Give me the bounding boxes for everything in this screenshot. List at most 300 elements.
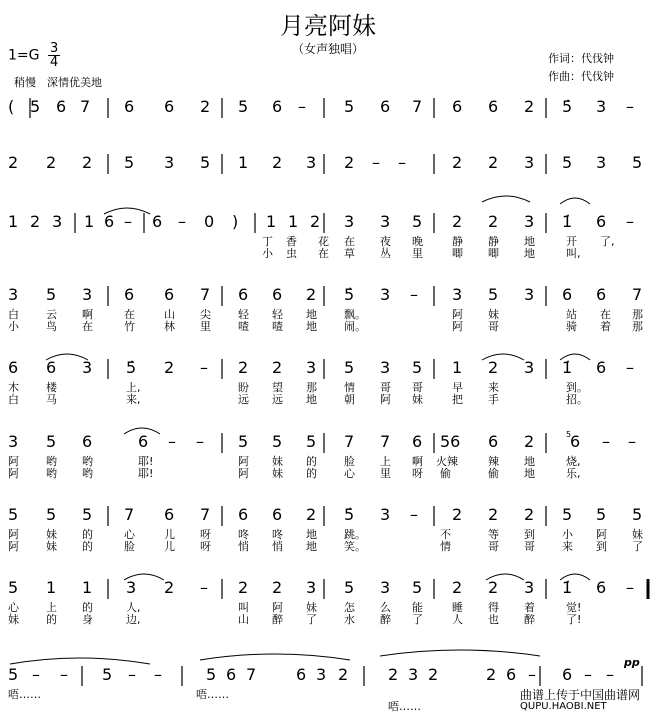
note: 3 (452, 285, 463, 304)
lyric-syllable: 静 (452, 235, 463, 248)
note: – (178, 212, 186, 231)
lyric-syllable: 烧, (566, 455, 581, 468)
lyric-syllable: 情 (440, 540, 451, 553)
lyric-syllable: 啊 (82, 308, 93, 321)
lyric-syllable: 着 (524, 601, 535, 614)
lyric-syllable: 睡 (452, 601, 463, 614)
lyric-syllable: 水 (344, 613, 355, 626)
note: – (196, 432, 204, 451)
note: – (154, 665, 162, 684)
lyric-syllable: 呀 (200, 528, 211, 541)
slur-arc (200, 654, 350, 660)
note: 5 (82, 505, 93, 524)
note: 5̇ (344, 505, 355, 524)
note: 2 (338, 665, 349, 684)
note: – (584, 665, 592, 684)
lyric-syllable: 哥 (488, 540, 499, 553)
lyric-syllable: 地 (524, 455, 535, 468)
note: 6 (272, 285, 283, 304)
time-bottom: 4 (49, 55, 59, 70)
song-subtitle: （女声独唱） (291, 42, 364, 56)
note: – (128, 665, 136, 684)
note: 1 (452, 358, 463, 377)
lyric-syllable: 夜 (380, 235, 391, 248)
lyric-syllable: 来 (562, 540, 573, 553)
lyric-syllable: 的 (306, 455, 317, 468)
slur-arc (380, 650, 540, 656)
note: 1̇ (562, 212, 573, 231)
watermark (520, 690, 640, 712)
note: 6 (412, 432, 423, 451)
note: – (626, 578, 634, 597)
lyric-syllable: 跳。 (344, 528, 366, 541)
dynamic-marking: pp (624, 656, 640, 669)
lyric-syllable: 了 (412, 613, 423, 626)
note: 5 (344, 97, 355, 116)
note: 2 (488, 153, 499, 172)
lyric-syllable: 叫, (566, 247, 581, 260)
note: 6 (570, 432, 581, 451)
lyric-syllable: 唧 (488, 247, 499, 260)
note: 6 (164, 285, 175, 304)
note: 5 (200, 153, 211, 172)
lyric-syllable: 远 (238, 393, 249, 406)
note: 2 (428, 665, 439, 684)
note: 6 (596, 212, 607, 231)
note: 5̇ (562, 97, 573, 116)
note: 6 (562, 285, 573, 304)
lyric-syllable: 手 (488, 393, 499, 406)
note: 5 (306, 432, 317, 451)
lyric-syllable: 叫 (238, 601, 249, 614)
lyric-syllable: 的 (46, 613, 57, 626)
watermark-line1: 曲谱上传于中国曲谱网 (520, 688, 641, 702)
note: 7 (80, 97, 91, 116)
note: 3 (316, 665, 327, 684)
lyric-syllable: 盼 (238, 381, 249, 394)
note: 3 (524, 358, 535, 377)
note: – (372, 153, 380, 172)
lyric-syllable: 那 (306, 381, 317, 394)
note: 2 (82, 153, 93, 172)
lyric-syllable: 小 (562, 528, 573, 541)
tempo-marking: 稍慢 深情优美地 (14, 76, 102, 89)
lyric-syllable: 阿 (452, 308, 463, 321)
lyric-syllable: 唔…… (388, 700, 421, 712)
note: 5 (46, 505, 57, 524)
lyric-syllable: 着 (600, 320, 611, 333)
note: 2 (486, 665, 497, 684)
note: 1 (46, 578, 57, 597)
note: 3 (524, 578, 535, 597)
note: 5 (344, 578, 355, 597)
lyric-syllable: 花 (318, 235, 329, 248)
lyric-syllable: 里 (200, 320, 211, 333)
note: – (168, 432, 176, 451)
note: 7 (200, 285, 211, 304)
note: 6 (164, 97, 175, 116)
note: 6 (488, 97, 499, 116)
note: 5 (8, 665, 19, 684)
note: 6 (124, 285, 135, 304)
lyric-syllable: 地 (524, 247, 535, 260)
song-title: 月亮阿妹 (280, 12, 376, 40)
note: 0 (204, 212, 215, 231)
note: – (200, 358, 208, 377)
note: – (626, 97, 634, 116)
note: 1 (266, 212, 277, 231)
note: 3 (306, 153, 317, 172)
composer-credit: 作曲：代伐钟 (548, 70, 614, 83)
lyric-syllable: 地 (306, 540, 317, 553)
note: 6 (596, 285, 607, 304)
note: – (32, 665, 40, 684)
lyric-syllable: 的 (306, 467, 317, 480)
lyric-syllable: 哟 (82, 467, 93, 480)
note: 3 (408, 665, 419, 684)
lyric-syllable: 到 (524, 528, 535, 541)
note: 2 (306, 285, 317, 304)
lyric-syllable: 妹 (412, 393, 423, 406)
lyric-syllable: 笑。 (344, 540, 366, 553)
lyric-syllable: 飘。 (344, 308, 366, 321)
note: – (602, 432, 610, 451)
note: 6 (138, 432, 149, 451)
note: 1̇ (562, 578, 573, 597)
lyric-syllable: 来 (488, 381, 499, 394)
lyric-syllable: 辣 (488, 455, 499, 468)
lyric-syllable: 丛 (380, 247, 391, 260)
note: 5 (30, 97, 41, 116)
lyric-syllable: 哥 (524, 540, 535, 553)
lyric-syllable: 心 (124, 528, 135, 541)
note: 3 (82, 358, 93, 377)
note: 2 (46, 153, 57, 172)
slur-arc (482, 196, 530, 202)
lyric-syllable: 阿 (8, 540, 19, 553)
lyric-syllable: 马 (46, 393, 57, 406)
lyric-syllable: 偷 (488, 467, 499, 480)
lyric-syllable: 阿 (238, 467, 249, 480)
lyric-syllable: 丁 (262, 235, 273, 248)
lyric-syllable: 悄 (272, 540, 283, 553)
lyric-syllable: 偷 (440, 467, 451, 480)
lyric-syllable: 喳 (272, 320, 283, 333)
note: 3 (52, 212, 63, 231)
note: – (606, 665, 614, 684)
lyric-syllable: 妹 (272, 467, 283, 480)
note: – (410, 505, 418, 524)
note: 5 (8, 578, 19, 597)
lyric-syllable: 妹 (8, 613, 19, 626)
lyric-syllable: 在 (124, 308, 135, 321)
note: 5 (238, 432, 249, 451)
note: 2 (488, 212, 499, 231)
note: 5 (238, 97, 249, 116)
lyric-syllable: 心 (344, 467, 355, 480)
note: – (410, 285, 418, 304)
lyric-syllable: 的 (82, 601, 93, 614)
lyric-syllable: 妹 (306, 601, 317, 614)
note: 3 (82, 285, 93, 304)
note: 6 (296, 665, 307, 684)
lyric-syllable: 望 (272, 381, 283, 394)
note: – (528, 665, 536, 684)
note: 6 (488, 432, 499, 451)
lyric-syllable: 儿 (164, 540, 175, 553)
lyric-syllable: 竹 (124, 320, 135, 333)
note: 2 (306, 505, 317, 524)
lyric-syllable: 人 (452, 613, 463, 626)
lyric-syllable: 耶! (138, 467, 154, 480)
lyric-syllable: 哥 (412, 381, 423, 394)
note: – (124, 212, 132, 231)
note: 5̇ (344, 285, 355, 304)
note: 3 (8, 285, 19, 304)
lyric-syllable: 哟 (46, 455, 57, 468)
lyric-syllable: 把 (452, 393, 463, 406)
lyric-syllable: 阿 (8, 528, 19, 541)
lyric-syllable: 呀 (412, 467, 423, 480)
note: 2 (452, 153, 463, 172)
lyric-syllable: 妹 (46, 528, 57, 541)
lyric-syllable: 了! (566, 613, 582, 626)
lyric-syllable: 边, (126, 613, 141, 626)
lyric-syllable: 站 (566, 308, 577, 321)
note: 1 (84, 212, 95, 231)
lyric-syllable: 远 (272, 393, 283, 406)
note: 7 (380, 432, 391, 451)
lyric-syllable: 那 (632, 320, 643, 333)
note: 2 (272, 578, 283, 597)
note: 3 (380, 578, 391, 597)
note: 6 (46, 358, 57, 377)
note: – (200, 578, 208, 597)
lyric-syllable: 招。 (566, 393, 588, 406)
note: 56 (440, 432, 461, 451)
note: 6 (452, 97, 463, 116)
lyric-syllable: 火辣 (436, 455, 458, 468)
note: 6 (238, 505, 249, 524)
note: 2 (488, 358, 499, 377)
time-top: 3 (49, 41, 59, 56)
lyric-syllable: 唔…… (196, 688, 229, 701)
lyric-syllable: 朝 (344, 393, 355, 406)
lyric-syllable: 的 (82, 540, 93, 553)
note: – (60, 665, 68, 684)
note: 5 (46, 432, 57, 451)
lyric-syllable: 人, (126, 601, 141, 614)
note: 5 (562, 153, 573, 172)
note: 3 (524, 212, 535, 231)
lyric-syllable: 得 (488, 601, 499, 614)
lyric-syllable: 香 (286, 235, 297, 248)
lyric-syllable: 地 (306, 393, 317, 406)
note: 2 (344, 153, 355, 172)
note: 2 (488, 578, 499, 597)
lyric-syllable: 阿 (8, 467, 19, 480)
note: 2 (524, 432, 535, 451)
note: – (628, 432, 636, 451)
lyric-syllable: 骑 (566, 320, 577, 333)
note: 6 (380, 97, 391, 116)
lyric-syllable: 妹 (46, 540, 57, 553)
note: 3 (524, 285, 535, 304)
lyric-syllable: 乐, (566, 467, 581, 480)
note: 2 (310, 212, 321, 231)
lyric-syllable: 上 (380, 455, 391, 468)
note: 1 (82, 578, 93, 597)
note: 2 (524, 97, 535, 116)
note: 1 (8, 212, 19, 231)
lyric-syllable: 脸 (344, 455, 355, 468)
note: 2 (238, 358, 249, 377)
lyric-syllable: 么 (380, 601, 391, 614)
note: 2 (164, 578, 175, 597)
note: 6 (272, 97, 283, 116)
note: 3 (8, 432, 19, 451)
lyric-syllable: 心 (8, 601, 19, 614)
note: – (626, 212, 634, 231)
note: 2 (452, 578, 463, 597)
note: 2 (8, 153, 19, 172)
note: 5 (344, 358, 355, 377)
note: 3 (380, 505, 391, 524)
lyric-syllable: 等 (488, 528, 499, 541)
lyric-syllable: 情 (344, 381, 355, 394)
lyric-syllable: 虫 (286, 247, 297, 260)
note: 6 (272, 505, 283, 524)
note: 5 (596, 505, 607, 524)
slur-arc (560, 198, 590, 204)
lyric-syllable: 阿 (596, 528, 607, 541)
lyricist-credit: 作词：代伐钟 (548, 52, 614, 65)
note: 7 (632, 285, 643, 304)
note: 3 (596, 97, 607, 116)
lyric-syllable: 耶! (138, 455, 154, 468)
note: 6 (164, 505, 175, 524)
lyric-syllable: 地 (306, 308, 317, 321)
note: 3 (126, 578, 137, 597)
lyric-syllable: 地 (524, 235, 535, 248)
note: 2 (524, 505, 535, 524)
lyric-syllable: 妹 (632, 528, 643, 541)
lyric-syllable: 地 (306, 528, 317, 541)
lyric-syllable: 在 (82, 320, 93, 333)
lyric-syllable: 也 (488, 613, 499, 626)
lyric-syllable: 在 (318, 247, 329, 260)
lyric-syllable: 悄 (238, 540, 249, 553)
note: 5 (124, 153, 135, 172)
note: 1̇ (562, 358, 573, 377)
lyric-syllable: 了 (306, 613, 317, 626)
key-label: 1=G (8, 47, 40, 64)
note: 2 (272, 358, 283, 377)
note: 1 (288, 212, 299, 231)
lyric-syllable: 早 (452, 381, 463, 394)
lyric-syllable: 云 (46, 308, 57, 321)
note: 2 (238, 578, 249, 597)
note: 2 (452, 505, 463, 524)
lyric-syllable: 尖 (200, 308, 211, 321)
note: 5 (412, 578, 423, 597)
lyric-syllable: 不 (440, 528, 451, 541)
lyric-syllable: 儿 (164, 528, 175, 541)
note: 5 (562, 505, 573, 524)
lyric-syllable: 山 (238, 613, 249, 626)
note: ) (232, 212, 239, 231)
note: 5 (102, 665, 113, 684)
lyric-syllable: 在 (600, 308, 611, 321)
lyric-syllable: 静 (488, 235, 499, 248)
grace-note: 5 (566, 430, 572, 439)
lyric-syllable: 里 (380, 467, 391, 480)
note: 6 (596, 578, 607, 597)
note: 2 (388, 665, 399, 684)
note: 5 (632, 153, 643, 172)
note: 5 (412, 358, 423, 377)
lyric-syllable: 哟 (46, 467, 57, 480)
note: 6 (82, 432, 93, 451)
lyric-syllable: 白 (8, 308, 19, 321)
lyric-syllable: 上, (126, 381, 141, 394)
lyric-syllable: 醉 (524, 613, 535, 626)
lyric-syllable: 唔…… (8, 688, 41, 701)
lyric-syllable: 阿 (452, 320, 463, 333)
note: 6 (238, 285, 249, 304)
lyric-syllable: 的 (82, 528, 93, 541)
lyric-syllable: 地 (524, 467, 535, 480)
note: 2 (272, 153, 283, 172)
note: 3 (164, 153, 175, 172)
lyric-syllable: 轻 (238, 308, 249, 321)
lyric-syllable: 山 (164, 308, 175, 321)
lyric-syllable: 觉! (566, 601, 582, 614)
lyric-syllable: 开 (566, 235, 577, 248)
lyric-syllable: 来, (126, 393, 141, 406)
lyric-syllable: 鸟 (46, 320, 57, 333)
lyric-syllable: 小 (8, 320, 19, 333)
lyric-syllable: 阿 (238, 455, 249, 468)
note: 3 (380, 285, 391, 304)
note: – (398, 153, 406, 172)
lyric-syllable: 脸 (124, 540, 135, 553)
note: 5 (8, 505, 19, 524)
note: 5 (632, 505, 643, 524)
lyric-syllable: 咚 (238, 528, 249, 541)
note: 6 (56, 97, 67, 116)
note: 6 (8, 358, 19, 377)
note: 3 (596, 153, 607, 172)
lyric-syllable: 到 (596, 540, 607, 553)
lyric-syllable: 啊 (412, 455, 423, 468)
lyric-syllable: 林 (164, 320, 175, 333)
note: ( (8, 97, 15, 116)
note: 7 (124, 505, 135, 524)
note: 3 (306, 578, 317, 597)
note: 5 (46, 285, 57, 304)
note: 3 (380, 358, 391, 377)
slur-arc (10, 658, 150, 664)
lyric-syllable: 晚 (412, 235, 423, 248)
note: 6 (562, 665, 573, 684)
lyric-syllable: 闹。 (344, 320, 366, 333)
lyric-syllable: 了 (632, 540, 643, 553)
note: 3 (380, 212, 391, 231)
note: 7 (246, 665, 257, 684)
lyric-syllable: 唧 (452, 247, 463, 260)
note: 2 (200, 97, 211, 116)
